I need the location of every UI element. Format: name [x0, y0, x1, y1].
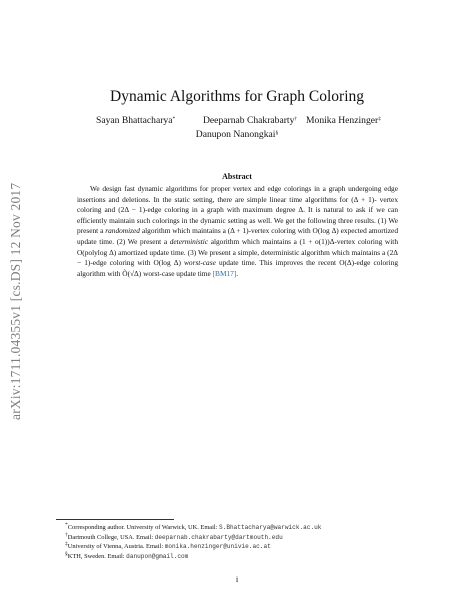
footnote-1 — [65, 523, 445, 533]
footnote-4-text: KTH, Sweden. Email: — [67, 552, 127, 560]
abstract-text-5: . — [236, 268, 239, 278]
page-number: i — [235, 574, 239, 584]
citation-link[interactable]: [BM17] — [212, 268, 237, 278]
abstract-emph-randomized: randomized — [105, 226, 140, 236]
footnote-1-text: Corresponding author. University of Warwick, UK. Email: — [67, 524, 220, 531]
author-2-name: Deeparnab Chakrabarty — [203, 115, 295, 126]
author-2 — [203, 115, 297, 126]
paper-title: Dynamic Algorithms for Graph Coloring — [110, 88, 364, 105]
footnote-3 — [65, 542, 445, 552]
footnote-3-mark: ‡ — [65, 541, 68, 548]
author-3-name: Monika Henzinger — [306, 115, 379, 126]
author-4-name: Danupon Nanongkai — [195, 129, 276, 140]
arxiv-identifier-stamp: arXiv:1711.04355v1 [cs.DS] 12 Nov 2017 — [8, 182, 23, 420]
footnote-3-email[interactable]: monika.henzinger@univie.ac.at — [164, 543, 271, 551]
footnote-3-text: University of Vienna, Austria. Email: — [67, 543, 165, 551]
author-1-footnote-mark: * — [172, 116, 176, 122]
footnote-2-text: Dartmouth College, USA. Email: — [67, 533, 155, 541]
author-1-name: Sayan Bhattacharya — [96, 115, 173, 126]
author-2-footnote-mark: † — [294, 116, 298, 122]
footnote-2-email[interactable]: deeparnab.chakrabarty@dartmouth.edu — [154, 533, 283, 541]
footnote-1-mark: * — [65, 522, 68, 528]
author-3 — [306, 115, 381, 126]
footnote-1-email[interactable]: S.Bhattacharya@warwick.ac.uk — [219, 524, 322, 531]
author-3-footnote-mark: ‡ — [378, 116, 381, 122]
abstract-text-1: We design fast dynamic algorithms for proper vertex and edge colorings in a graph undergoing edge insertions and deletions. In the static setting, there are simple linear time algorithms for (Δ + 1)- vertex coloring and (2Δ − 1)-edge coloring in a graph with maximum degree Δ. It is natural to ask if we can efficiently maintain such colorings in the dynamic setting as well. We get the following three results. (1) We present a — [77, 184, 398, 236]
abstract-text-2: algorithm which maintains a (Δ + 1)-vertex coloring with O(log Δ) expected amortized update time. (2) We present a — [77, 226, 398, 246]
footnote-4-mark: § — [65, 550, 68, 557]
author-4 — [0, 129, 474, 140]
footnotes — [65, 523, 445, 561]
abstract-text-4: update time. This improves the recent O(Δ)-edge coloring algorithm with Õ(√Δ) worst-case update time — [77, 258, 398, 278]
abstract-heading: Abstract — [222, 172, 252, 181]
abstract-text-3: algorithm which maintains a (1 + o(1))Δ-vertex coloring with O(polylog Δ) amortized update time. (3) We present a simple, deterministic algorithm which maintains a (2Δ − 1)-edge coloring with O(log Δ) — [77, 236, 398, 268]
footnote-divider — [56, 519, 174, 520]
abstract-emph-worst-case: worst-case — [184, 258, 216, 268]
footnote-2 — [65, 533, 445, 543]
author-1 — [96, 115, 175, 126]
author-4-footnote-mark: § — [275, 130, 279, 136]
abstract-emph-deterministic: deterministic — [169, 236, 209, 246]
footnote-4-email[interactable]: danupon@gmail.com — [126, 552, 189, 560]
footnote-4 — [65, 552, 445, 562]
footnote-2-mark: † — [65, 531, 68, 538]
abstract-body — [77, 184, 398, 279]
